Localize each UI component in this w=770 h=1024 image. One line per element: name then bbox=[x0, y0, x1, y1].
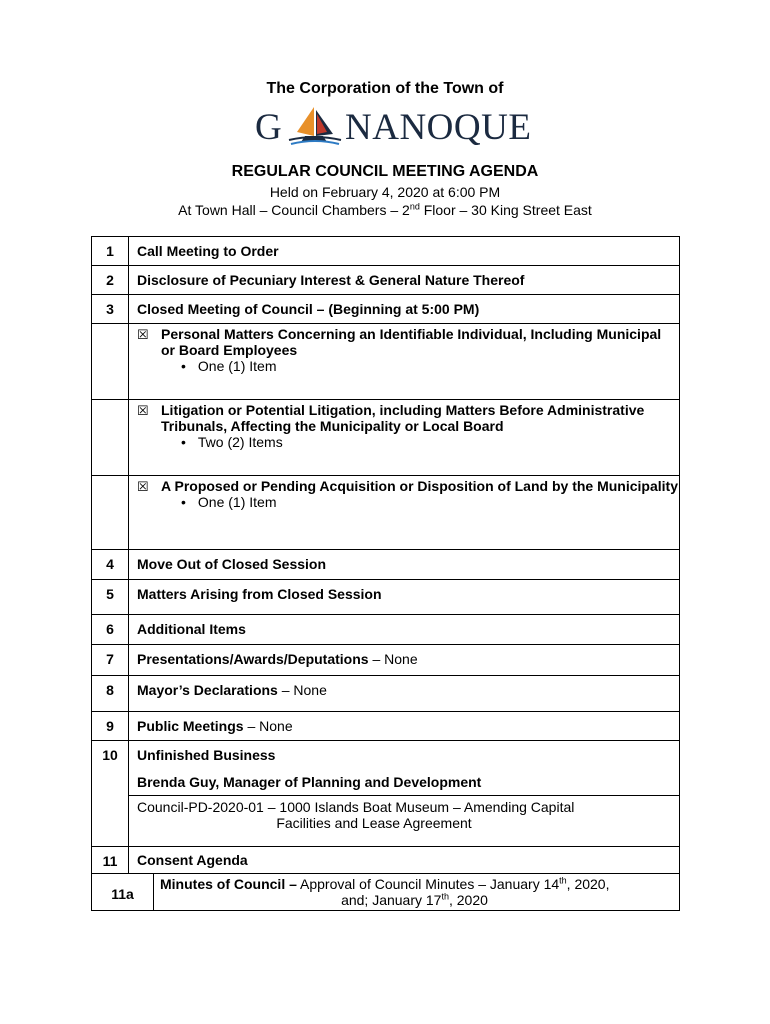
item-title: Disclosure of Pecuniary Interest & General Nature Thereof bbox=[137, 272, 525, 288]
minutes-line-1: Minutes of Council – Approval of Council Minutes – January 14th, 2020, bbox=[160, 875, 610, 892]
item-number: 11a bbox=[92, 874, 154, 910]
item-title: Move Out of Closed Session bbox=[137, 556, 327, 572]
closed-item-count: • Two (2) Items bbox=[161, 434, 679, 450]
meeting-date: Held on February 4, 2020 at 6:00 PM bbox=[269, 184, 501, 200]
item-title: Public Meetings bbox=[137, 718, 244, 734]
item-status: – None bbox=[243, 718, 293, 734]
closed-session-item bbox=[137, 402, 679, 450]
item-title: Call Meeting to Order bbox=[137, 243, 279, 259]
item-number: 5 bbox=[92, 580, 129, 614]
checkbox-icon: ☒ bbox=[137, 403, 149, 418]
item-number: 11 bbox=[92, 847, 129, 873]
item-number: 1 bbox=[92, 237, 129, 265]
agenda-subrow-3c bbox=[92, 476, 679, 550]
agenda-subrow-3b bbox=[92, 400, 679, 476]
item-title: Closed Meeting of Council – (Beginning at 5:00 PM) bbox=[137, 301, 480, 317]
closed-item-title: A Proposed or Pending Acquisition or Disposition of Land by the Municipality bbox=[161, 478, 678, 494]
closed-item-count: • One (1) Item bbox=[161, 358, 679, 374]
item-number: 3 bbox=[92, 295, 129, 323]
town-logo bbox=[255, 104, 532, 150]
minutes-line-2: and; January 17th, 2020 bbox=[341, 891, 488, 908]
item-number: 7 bbox=[92, 645, 129, 675]
agenda-subrow-10-detail bbox=[92, 770, 679, 847]
item-title: Matters Arising from Closed Session bbox=[137, 586, 382, 602]
item-number: 2 bbox=[92, 266, 129, 294]
closed-item-title: Personal Matters Concerning an Identifiable Individual, Including Municipal or Board Employees bbox=[161, 326, 662, 358]
agenda-row-10 bbox=[92, 741, 679, 770]
agenda-row-11 bbox=[92, 847, 679, 874]
sailboat-logo-icon bbox=[287, 104, 343, 148]
agenda-table bbox=[91, 236, 680, 911]
item-number: 8 bbox=[92, 676, 129, 711]
item-number: 4 bbox=[92, 550, 129, 579]
agenda-row-8 bbox=[92, 676, 679, 712]
item-number: 6 bbox=[92, 615, 129, 644]
item-title: Consent Agenda bbox=[137, 852, 248, 868]
item-status: – None bbox=[368, 651, 418, 667]
logo-letter-g: G bbox=[255, 107, 283, 148]
agenda-row-7 bbox=[92, 645, 679, 676]
item-title: Mayor’s Declarations bbox=[137, 682, 278, 698]
agenda-row-9 bbox=[92, 712, 679, 741]
agenda-row-1 bbox=[92, 237, 679, 266]
item-title: Presentations/Awards/Deputations bbox=[137, 651, 369, 667]
closed-session-item bbox=[137, 326, 679, 374]
closed-item-title: Litigation or Potential Litigation, including Matters Before Administrative Tribunals, Affecting the Municipality or Local Board bbox=[161, 402, 645, 434]
report-line-2: Facilities and Lease Agreement bbox=[276, 815, 472, 831]
item-status: – None bbox=[277, 682, 327, 698]
presenter-name: Brenda Guy, Manager of Planning and Development bbox=[129, 770, 679, 796]
item-title: Additional Items bbox=[137, 621, 246, 637]
closed-session-item bbox=[137, 478, 679, 510]
agenda-row-11a bbox=[92, 874, 679, 910]
agenda-row-2 bbox=[92, 266, 679, 295]
item-number: 9 bbox=[92, 712, 129, 740]
meeting-location: At Town Hall – Council Chambers – 2nd Floor – 30 King Street East bbox=[178, 201, 592, 218]
agenda-row-3 bbox=[92, 295, 679, 324]
agenda-row-4 bbox=[92, 550, 679, 580]
agenda-subrow-3a bbox=[92, 324, 679, 400]
checkbox-icon: ☒ bbox=[137, 479, 149, 494]
logo-word-nanoque: NANOQUE bbox=[345, 107, 532, 148]
agenda-title: REGULAR COUNCIL MEETING AGENDA bbox=[231, 163, 539, 180]
item-number: 10 bbox=[92, 741, 129, 770]
closed-item-count: • One (1) Item bbox=[161, 494, 679, 510]
item-title: Unfinished Business bbox=[137, 747, 276, 763]
report-line-1: Council-PD-2020-01 – 1000 Islands Boat Museum – Amending Capital bbox=[137, 799, 575, 815]
header-corporation-line: The Corporation of the Town of bbox=[266, 80, 504, 97]
agenda-row-5 bbox=[92, 580, 679, 615]
agenda-row-6 bbox=[92, 615, 679, 645]
checkbox-icon: ☒ bbox=[137, 327, 149, 342]
